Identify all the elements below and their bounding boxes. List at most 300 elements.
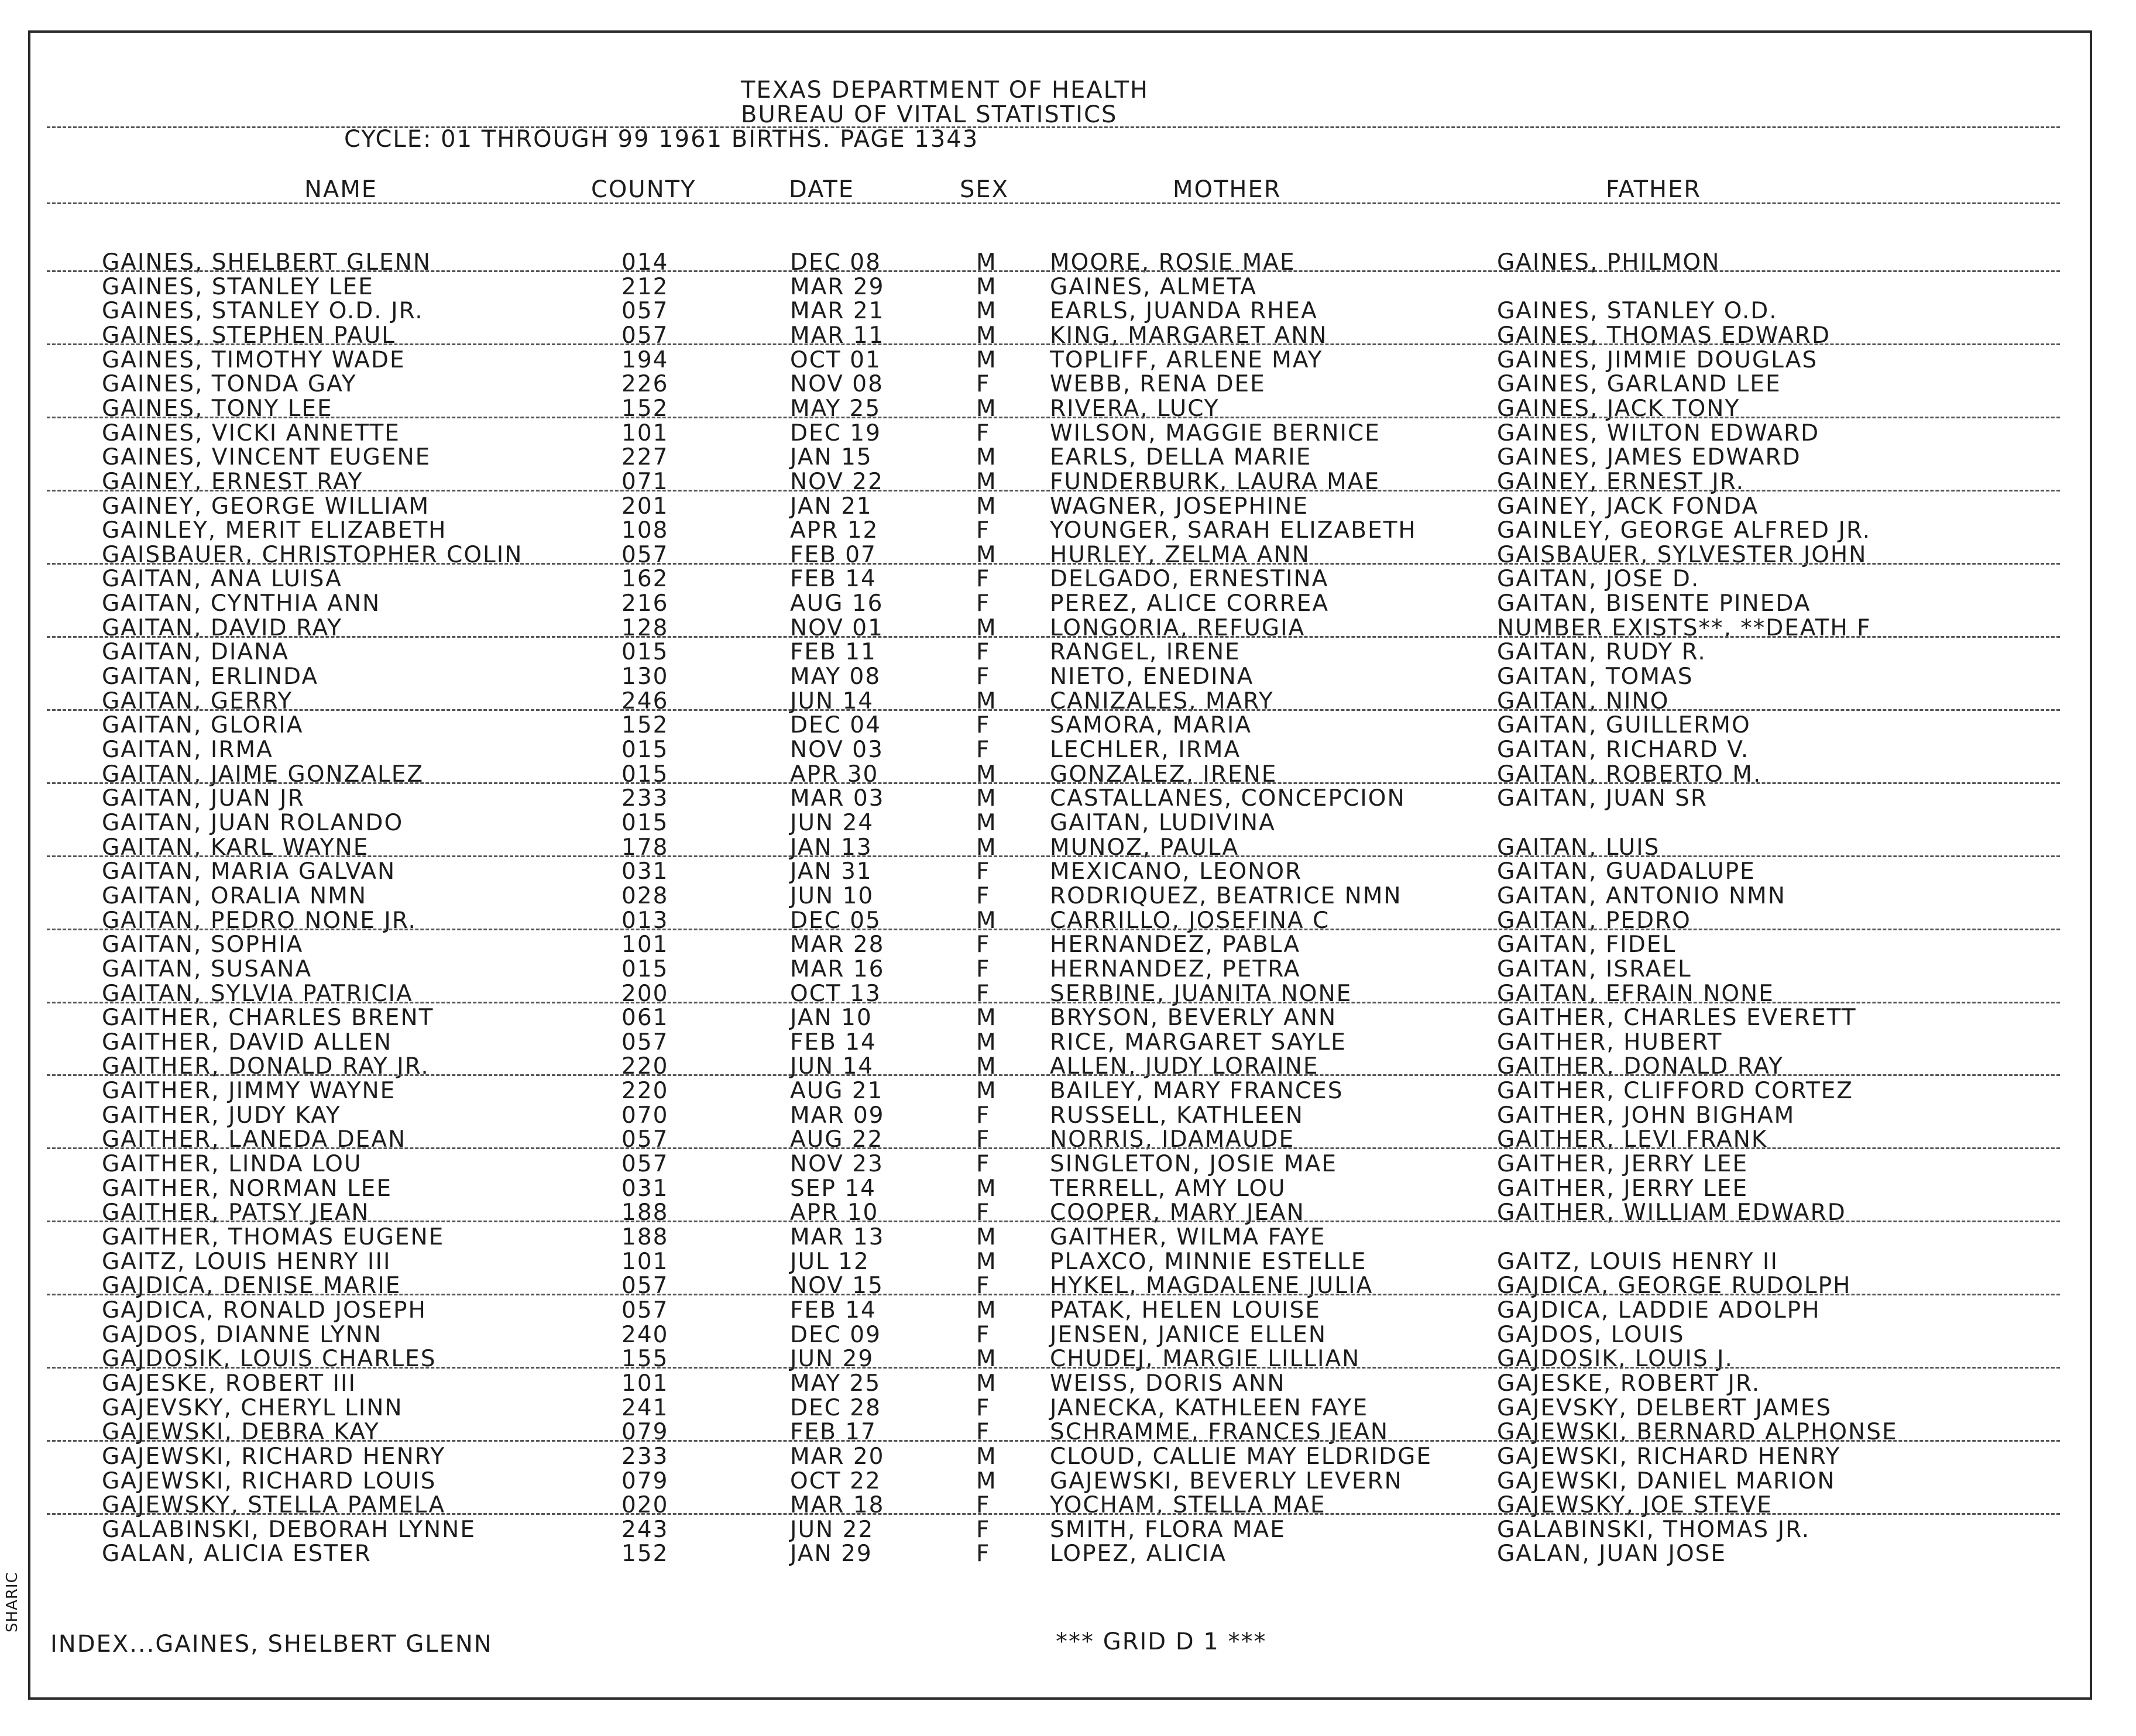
cell-sex: M xyxy=(976,1443,997,1470)
table-row xyxy=(30,1104,2090,1128)
cell-father: GAINLEY, GEORGE ALFRED JR. xyxy=(1497,517,1871,544)
cell-sex: F xyxy=(976,664,991,690)
cell-mother: MEXICANO, LEONOR xyxy=(1050,858,1303,885)
cell-date: MAR 29 xyxy=(790,273,885,300)
cell-father: GAJDOS, LOUIS xyxy=(1497,1321,1685,1348)
cell-county: 212 xyxy=(621,273,669,300)
column-header-date: DATE xyxy=(789,176,855,203)
cell-date: APR 30 xyxy=(790,761,879,788)
table-row xyxy=(30,1177,2090,1201)
cell-sex: M xyxy=(976,907,997,934)
cell-father: GAITAN, ROBERTO M. xyxy=(1497,761,1762,788)
cell-name: GAITHER, JUDY KAY xyxy=(102,1102,341,1129)
cell-father: GAITZ, LOUIS HENRY II xyxy=(1497,1248,1778,1275)
cell-county: 216 xyxy=(621,590,669,617)
cell-sex: F xyxy=(976,1199,991,1226)
cell-county: 015 xyxy=(621,761,669,788)
cell-sex: M xyxy=(976,249,997,276)
table-row xyxy=(30,1225,2090,1250)
row-rule xyxy=(47,782,2060,784)
cell-county: 070 xyxy=(621,1102,669,1129)
cell-date: MAR 18 xyxy=(790,1492,885,1519)
row-rule xyxy=(47,1513,2060,1515)
cell-sex: M xyxy=(976,1053,997,1080)
table-row xyxy=(30,1079,2090,1104)
column-header-mother: MOTHER xyxy=(1173,176,1282,203)
header-bureau: BUREAU OF VITAL STATISTICS xyxy=(741,101,1118,128)
cell-county: 079 xyxy=(621,1419,669,1446)
cell-name: GAITAN, JUAN JR xyxy=(102,785,305,812)
cell-county: 071 xyxy=(621,468,669,495)
cell-date: NOV 23 xyxy=(790,1151,884,1178)
cell-mother: WEISS, DORIS ANN xyxy=(1050,1370,1286,1397)
table-row xyxy=(30,1006,2090,1030)
cell-name: GAITAN, GLORIA xyxy=(102,712,304,739)
column-header-name: NAME xyxy=(304,176,378,203)
cell-date: JUN 14 xyxy=(790,687,874,714)
cell-name: GAITAN, PEDRO NONE JR. xyxy=(102,907,417,934)
cell-sex: F xyxy=(976,1273,991,1300)
cell-sex: F xyxy=(976,737,991,763)
cell-date: AUG 16 xyxy=(790,590,884,617)
cell-father: GAISBAUER, SYLVESTER JOHN xyxy=(1497,541,1867,568)
cell-sex: M xyxy=(976,1175,997,1202)
column-header-sex: SEX xyxy=(960,176,1009,203)
cell-name: GAITHER, DAVID ALLEN xyxy=(102,1029,393,1056)
cell-sex: M xyxy=(976,1224,997,1250)
cell-name: GALABINSKI, DEBORAH LYNNE xyxy=(102,1516,476,1543)
cell-county: 152 xyxy=(621,395,669,422)
cell-mother: GONZALEZ, IRENE xyxy=(1050,761,1278,788)
table-row xyxy=(30,933,2090,957)
cell-date: NOV 01 xyxy=(790,614,884,641)
cell-sex: F xyxy=(976,931,991,958)
cell-father: GAITHER, HUBERT xyxy=(1497,1029,1723,1056)
cell-county: 152 xyxy=(621,1541,669,1567)
cell-father: GAINES, THOMAS EDWARD xyxy=(1497,322,1831,349)
cell-mother: EARLS, DELLA MARIE xyxy=(1050,444,1312,471)
cell-mother: LONGORIA, REFUGIA xyxy=(1050,614,1306,641)
cell-date: MAY 25 xyxy=(790,395,881,422)
cell-date: JAN 31 xyxy=(790,858,873,885)
column-header-county: COUNTY xyxy=(591,176,696,203)
cell-name: GAITAN, SUSANA xyxy=(102,955,312,982)
table-row xyxy=(30,275,2090,300)
cell-county: 101 xyxy=(621,931,669,958)
table-row xyxy=(30,1250,2090,1274)
cell-date: MAR 21 xyxy=(790,298,885,325)
row-rule xyxy=(47,1147,2060,1149)
cell-mother: HURLEY, ZELMA ANN xyxy=(1050,541,1310,568)
cell-date: DEC 08 xyxy=(790,249,881,276)
cell-county: 101 xyxy=(621,1248,669,1275)
cell-sex: F xyxy=(976,980,991,1007)
cell-father: GAITAN, ANTONIO NMN xyxy=(1497,882,1786,909)
cell-mother: MUNOZ, PAULA xyxy=(1050,834,1239,861)
cell-name: GAJEWSKI, RICHARD LOUIS xyxy=(102,1467,437,1494)
cell-sex: M xyxy=(976,1297,997,1324)
cell-name: GAITHER, PATSY JEAN xyxy=(102,1199,370,1226)
cell-name: GAITAN, IRMA xyxy=(102,737,273,763)
cell-county: 220 xyxy=(621,1053,669,1080)
cell-mother: HYKEL, MAGDALENE JULIA xyxy=(1050,1273,1373,1300)
cell-father: GAJEWSKI, RICHARD HENRY xyxy=(1497,1443,1841,1470)
cell-father: GAINES, GARLAND LEE xyxy=(1497,371,1781,398)
cell-name: GAITHER, JIMMY WAYNE xyxy=(102,1078,396,1105)
cell-mother: NORRIS, IDAMAUDE xyxy=(1050,1126,1295,1153)
cell-name: GAJDICA, DENISE MARIE xyxy=(102,1273,401,1300)
cell-county: 128 xyxy=(621,614,669,641)
cell-mother: FUNDERBURK, LAURA MAE xyxy=(1050,468,1380,495)
cell-mother: SCHRAMME, FRANCES JEAN xyxy=(1050,1419,1389,1446)
cell-date: JUN 10 xyxy=(790,882,874,909)
cell-mother: LECHLER, IRMA xyxy=(1050,737,1241,763)
cell-mother: KING, MARGARET ANN xyxy=(1050,322,1328,349)
cell-date: NOV 15 xyxy=(790,1273,884,1300)
cell-father: NUMBER EXISTS**, **DEATH F xyxy=(1497,614,1871,641)
row-rule xyxy=(47,563,2060,565)
cell-date: JAN 15 xyxy=(790,444,873,471)
cell-county: 028 xyxy=(621,882,669,909)
cell-date: APR 12 xyxy=(790,517,879,544)
cell-date: JUN 14 xyxy=(790,1053,874,1080)
row-rule xyxy=(47,709,2060,711)
cell-father: GAJEWSKY, JOE STEVE xyxy=(1497,1492,1773,1519)
cell-sex: M xyxy=(976,1248,997,1275)
table-row xyxy=(30,299,2090,324)
cell-date: DEC 09 xyxy=(790,1321,881,1348)
cell-mother: GAINES, ALMETA xyxy=(1050,273,1257,300)
table-row xyxy=(30,592,2090,616)
cell-date: SEP 14 xyxy=(790,1175,876,1202)
cell-father: GAITAN, GUILLERMO xyxy=(1497,712,1751,739)
cell-sex: F xyxy=(976,1492,991,1519)
cell-county: 057 xyxy=(621,1151,669,1178)
cell-mother: RANGEL, IRENE xyxy=(1050,639,1241,666)
cell-mother: HERNANDEZ, PETRA xyxy=(1050,955,1301,982)
cell-mother: TERRELL, AMY LOU xyxy=(1050,1175,1286,1202)
cell-sex: F xyxy=(976,955,991,982)
cell-county: 079 xyxy=(621,1467,669,1494)
cell-sex: F xyxy=(976,858,991,885)
cell-county: 130 xyxy=(621,664,669,690)
cell-sex: M xyxy=(976,468,997,495)
cell-father: GAJDOSIK, LOUIS J. xyxy=(1497,1346,1733,1373)
cell-mother: RODRIQUEZ, BEATRICE NMN xyxy=(1050,882,1402,909)
cell-father: GAITHER, CLIFFORD CORTEZ xyxy=(1497,1078,1854,1105)
table-row xyxy=(30,811,2090,836)
table-row xyxy=(30,1323,2090,1347)
cell-sex: M xyxy=(976,834,997,861)
cell-name: GAITHER, CHARLES BRENT xyxy=(102,1005,434,1032)
cell-county: 155 xyxy=(621,1346,669,1373)
table-row xyxy=(30,1152,2090,1177)
cell-mother: COOPER, MARY JEAN xyxy=(1050,1199,1305,1226)
cell-name: GAINES, TONDA GAY xyxy=(102,371,357,398)
cell-county: 233 xyxy=(621,1443,669,1470)
cell-sex: M xyxy=(976,761,997,788)
cell-date: AUG 21 xyxy=(790,1078,884,1105)
cell-date: FEB 11 xyxy=(790,639,877,666)
cell-date: JUN 24 xyxy=(790,809,874,836)
cell-sex: F xyxy=(976,371,991,398)
cell-date: MAY 08 xyxy=(790,664,881,690)
cell-name: GAITAN, SYLVIA PATRICIA xyxy=(102,980,413,1007)
table-row xyxy=(30,348,2090,373)
cell-father: GAITHER, CHARLES EVERETT xyxy=(1497,1005,1857,1032)
cell-sex: F xyxy=(976,1394,991,1421)
cell-mother: CHUDEJ, MARGIE LILLIAN xyxy=(1050,1346,1361,1373)
table-row xyxy=(30,421,2090,446)
cell-county: 057 xyxy=(621,541,669,568)
cell-name: GAITAN, GERRY xyxy=(102,687,293,714)
cell-date: NOV 22 xyxy=(790,468,884,495)
cell-county: 246 xyxy=(621,687,669,714)
cell-mother: PEREZ, ALICE CORREA xyxy=(1050,590,1330,617)
table-row xyxy=(30,738,2090,762)
cell-name: GAJESKE, ROBERT III xyxy=(102,1370,356,1397)
cell-county: 241 xyxy=(621,1394,669,1421)
cell-date: FEB 14 xyxy=(790,566,877,593)
cell-name: GAINES, STEPHEN PAUL xyxy=(102,322,396,349)
cell-county: 152 xyxy=(621,712,669,739)
cell-date: JAN 29 xyxy=(790,1541,873,1567)
table-row xyxy=(30,1518,2090,1542)
cell-father: GAINES, STANLEY O.D. xyxy=(1497,298,1778,325)
cell-name: GAJDOSIK, LOUIS CHARLES xyxy=(102,1346,437,1373)
table-row xyxy=(30,786,2090,811)
cell-father: GALABINSKI, THOMAS JR. xyxy=(1497,1516,1811,1543)
table-row xyxy=(30,494,2090,519)
cell-county: 014 xyxy=(621,249,669,276)
table-row xyxy=(30,1030,2090,1055)
cell-county: 057 xyxy=(621,1297,669,1324)
cell-county: 201 xyxy=(621,493,669,520)
cell-sex: M xyxy=(976,1029,997,1056)
cell-mother: HERNANDEZ, PABLA xyxy=(1050,931,1301,958)
cell-date: JAN 13 xyxy=(790,834,873,861)
cell-sex: M xyxy=(976,809,997,836)
cell-name: GAINES, STANLEY O.D. JR. xyxy=(102,298,424,325)
cell-mother: EARLS, JUANDA RHEA xyxy=(1050,298,1318,325)
row-rule xyxy=(47,1440,2060,1442)
cell-name: GAINES, VINCENT EUGENE xyxy=(102,444,431,471)
cell-father: GAJEVSKY, DELBERT JAMES xyxy=(1497,1394,1832,1421)
cell-father: GAITHER, JERRY LEE xyxy=(1497,1175,1749,1202)
cell-name: GAJDOS, DIANNE LYNN xyxy=(102,1321,382,1348)
cell-mother: SAMORA, MARIA xyxy=(1050,712,1252,739)
cell-mother: ALLEN, JUDY LORAINE xyxy=(1050,1053,1319,1080)
side-stamp: SHARIC xyxy=(4,1572,21,1632)
cell-sex: M xyxy=(976,1078,997,1105)
cell-mother: SINGLETON, JOSIE MAE xyxy=(1050,1151,1337,1178)
cell-date: JUL 12 xyxy=(790,1248,870,1275)
cell-county: 188 xyxy=(621,1224,669,1250)
cell-county: 031 xyxy=(621,858,669,885)
cell-mother: PLAXCO, MINNIE ESTELLE xyxy=(1050,1248,1367,1275)
table-row xyxy=(30,445,2090,470)
cell-date: MAY 25 xyxy=(790,1370,881,1397)
cell-father: GAITAN, JOSE D. xyxy=(1497,566,1700,593)
cell-sex: M xyxy=(976,346,997,373)
table-row xyxy=(30,518,2090,543)
cell-name: GAINES, STANLEY LEE xyxy=(102,273,374,300)
column-header-rule xyxy=(47,202,2060,204)
cell-name: GAJEWSKI, DEBRA KAY xyxy=(102,1419,380,1446)
cell-sex: M xyxy=(976,395,997,422)
cell-county: 031 xyxy=(621,1175,669,1202)
table-row xyxy=(30,713,2090,738)
cell-date: DEC 05 xyxy=(790,907,881,934)
row-rule xyxy=(47,1367,2060,1369)
microfiche-page xyxy=(28,30,2092,1700)
cell-sex: F xyxy=(976,420,991,446)
cell-name: GAITHER, LINDA LOU xyxy=(102,1151,362,1178)
cell-county: 015 xyxy=(621,955,669,982)
row-rule xyxy=(47,343,2060,345)
cell-father: GAITAN, RUDY R. xyxy=(1497,639,1706,666)
table-row xyxy=(30,860,2090,884)
cell-father: GAJEWSKI, BERNARD ALPHONSE xyxy=(1497,1419,1898,1446)
cell-county: 057 xyxy=(621,322,669,349)
cell-sex: F xyxy=(976,1321,991,1348)
cell-name: GAITAN, DIANA xyxy=(102,639,289,666)
cell-name: GAINES, SHELBERT GLENN xyxy=(102,249,432,276)
cell-name: GAITAN, CYNTHIA ANN xyxy=(102,590,381,617)
cell-father: GAITAN, LUIS xyxy=(1497,834,1660,861)
cell-name: GAITAN, ANA LUISA xyxy=(102,566,342,593)
footer-grid: *** GRID D 1 *** xyxy=(1056,1628,1267,1655)
cell-date: MAR 09 xyxy=(790,1102,885,1129)
cell-sex: M xyxy=(976,273,997,300)
cell-name: GAITAN, KARL WAYNE xyxy=(102,834,369,861)
cell-mother: PATAK, HELEN LOUISE xyxy=(1050,1297,1321,1324)
cell-mother: CASTALLANES, CONCEPCION xyxy=(1050,785,1406,812)
cell-sex: M xyxy=(976,444,997,471)
cell-mother: CANIZALES, MARY xyxy=(1050,687,1274,714)
cell-mother: SMITH, FLORA MAE xyxy=(1050,1516,1286,1543)
cell-mother: DELGADO, ERNESTINA xyxy=(1050,566,1329,593)
cell-county: 020 xyxy=(621,1492,669,1519)
cell-sex: M xyxy=(976,298,997,325)
cell-date: OCT 22 xyxy=(790,1467,881,1494)
cell-mother: GAJEWSKI, BEVERLY LEVERN xyxy=(1050,1467,1403,1494)
cell-name: GAJEWSKI, RICHARD HENRY xyxy=(102,1443,446,1470)
cell-mother: MOORE, ROSIE MAE xyxy=(1050,249,1296,276)
cell-county: 057 xyxy=(621,1273,669,1300)
row-rule xyxy=(47,1294,2060,1295)
cell-father: GAINES, JAMES EDWARD xyxy=(1497,444,1801,471)
column-header-father: FATHER xyxy=(1606,176,1702,203)
cell-sex: F xyxy=(976,1541,991,1567)
table-row xyxy=(30,372,2090,397)
cell-sex: M xyxy=(976,1370,997,1397)
row-rule xyxy=(47,1221,2060,1222)
cell-name: GAITAN, SOPHIA xyxy=(102,931,304,958)
cell-mother: BAILEY, MARY FRANCES xyxy=(1050,1078,1344,1105)
cell-father: GAITAN, EFRAIN NONE xyxy=(1497,980,1774,1007)
cell-county: 101 xyxy=(621,420,669,446)
cell-father: GAINES, JIMMIE DOUGLAS xyxy=(1497,346,1818,373)
row-rule xyxy=(47,855,2060,857)
cell-name: GAITAN, ERLINDA xyxy=(102,664,319,690)
cell-name: GAITHER, THOMAS EUGENE xyxy=(102,1224,445,1250)
cell-mother: WEBB, RENA DEE xyxy=(1050,371,1266,398)
cell-sex: F xyxy=(976,566,991,593)
cell-county: 227 xyxy=(621,444,669,471)
cell-date: NOV 03 xyxy=(790,737,884,763)
cell-father: GAINES, WILTON EDWARD xyxy=(1497,420,1820,446)
cell-father: GAITAN, PEDRO xyxy=(1497,907,1691,934)
cell-mother: RICE, MARGARET SAYLE xyxy=(1050,1029,1347,1056)
cell-sex: F xyxy=(976,1126,991,1153)
cell-sex: M xyxy=(976,493,997,520)
cell-sex: M xyxy=(976,614,997,641)
cell-mother: WILSON, MAGGIE BERNICE xyxy=(1050,420,1380,446)
cell-father: GAITHER, WILLIAM EDWARD xyxy=(1497,1199,1846,1226)
cell-mother: NIETO, ENEDINA xyxy=(1050,664,1254,690)
cell-sex: F xyxy=(976,1102,991,1129)
row-rule xyxy=(47,490,2060,491)
cell-sex: F xyxy=(976,1419,991,1446)
cell-father: GAITAN, JUAN SR xyxy=(1497,785,1708,812)
cell-mother: BRYSON, BEVERLY ANN xyxy=(1050,1005,1337,1032)
cell-sex: M xyxy=(976,785,997,812)
table-row xyxy=(30,640,2090,665)
cell-date: MAR 03 xyxy=(790,785,885,812)
cell-date: AUG 22 xyxy=(790,1126,884,1153)
cell-name: GAITAN, JUAN ROLANDO xyxy=(102,809,404,836)
table-row xyxy=(30,884,2090,909)
cell-sex: F xyxy=(976,712,991,739)
cell-mother: GAITHER, WILMA FAYE xyxy=(1050,1224,1326,1250)
cell-date: MAR 28 xyxy=(790,931,885,958)
cell-county: 194 xyxy=(621,346,669,373)
cell-father: GAINEY, JACK FONDA xyxy=(1497,493,1759,520)
cell-name: GAJEWSKY, STELLA PAMELA xyxy=(102,1492,446,1519)
cell-date: FEB 17 xyxy=(790,1419,877,1446)
header-cycle: CYCLE: 01 THROUGH 99 1961 BIRTHS. PAGE 1343 xyxy=(344,126,979,153)
cell-name: GAINEY, ERNEST RAY xyxy=(102,468,363,495)
cell-mother: LOPEZ, ALICIA xyxy=(1050,1541,1227,1567)
cell-name: GAITHER, DONALD RAY JR. xyxy=(102,1053,430,1080)
cell-father: GAITHER, JOHN BIGHAM xyxy=(1497,1102,1795,1129)
cell-father: GAITAN, RICHARD V. xyxy=(1497,737,1750,763)
cell-sex: M xyxy=(976,1467,997,1494)
cell-mother: CLOUD, CALLIE MAY ELDRIDGE xyxy=(1050,1443,1432,1470)
cell-county: 057 xyxy=(621,1126,669,1153)
cell-county: 178 xyxy=(621,834,669,861)
cell-date: APR 10 xyxy=(790,1199,879,1226)
cell-county: 243 xyxy=(621,1516,669,1543)
cell-name: GALAN, ALICIA ESTER xyxy=(102,1541,372,1567)
cell-date: JUN 22 xyxy=(790,1516,874,1543)
cell-name: GAINEY, GEORGE WILLIAM xyxy=(102,493,430,520)
table-row xyxy=(30,1469,2090,1494)
row-rule xyxy=(47,929,2060,930)
cell-name: GAJEVSKY, CHERYL LINN xyxy=(102,1394,403,1421)
cell-mother: YOUNGER, SARAH ELIZABETH xyxy=(1050,517,1417,544)
cell-name: GAISBAUER, CHRISTOPHER COLIN xyxy=(102,541,523,568)
cell-sex: M xyxy=(976,541,997,568)
cell-county: 240 xyxy=(621,1321,669,1348)
cell-father: GAINES, JACK TONY xyxy=(1497,395,1740,422)
cell-sex: F xyxy=(976,639,991,666)
cell-father: GAITAN, GUADALUPE xyxy=(1497,858,1756,885)
cell-county: 015 xyxy=(621,809,669,836)
cell-name: GAITHER, LANEDA DEAN xyxy=(102,1126,407,1153)
cell-county: 015 xyxy=(621,639,669,666)
